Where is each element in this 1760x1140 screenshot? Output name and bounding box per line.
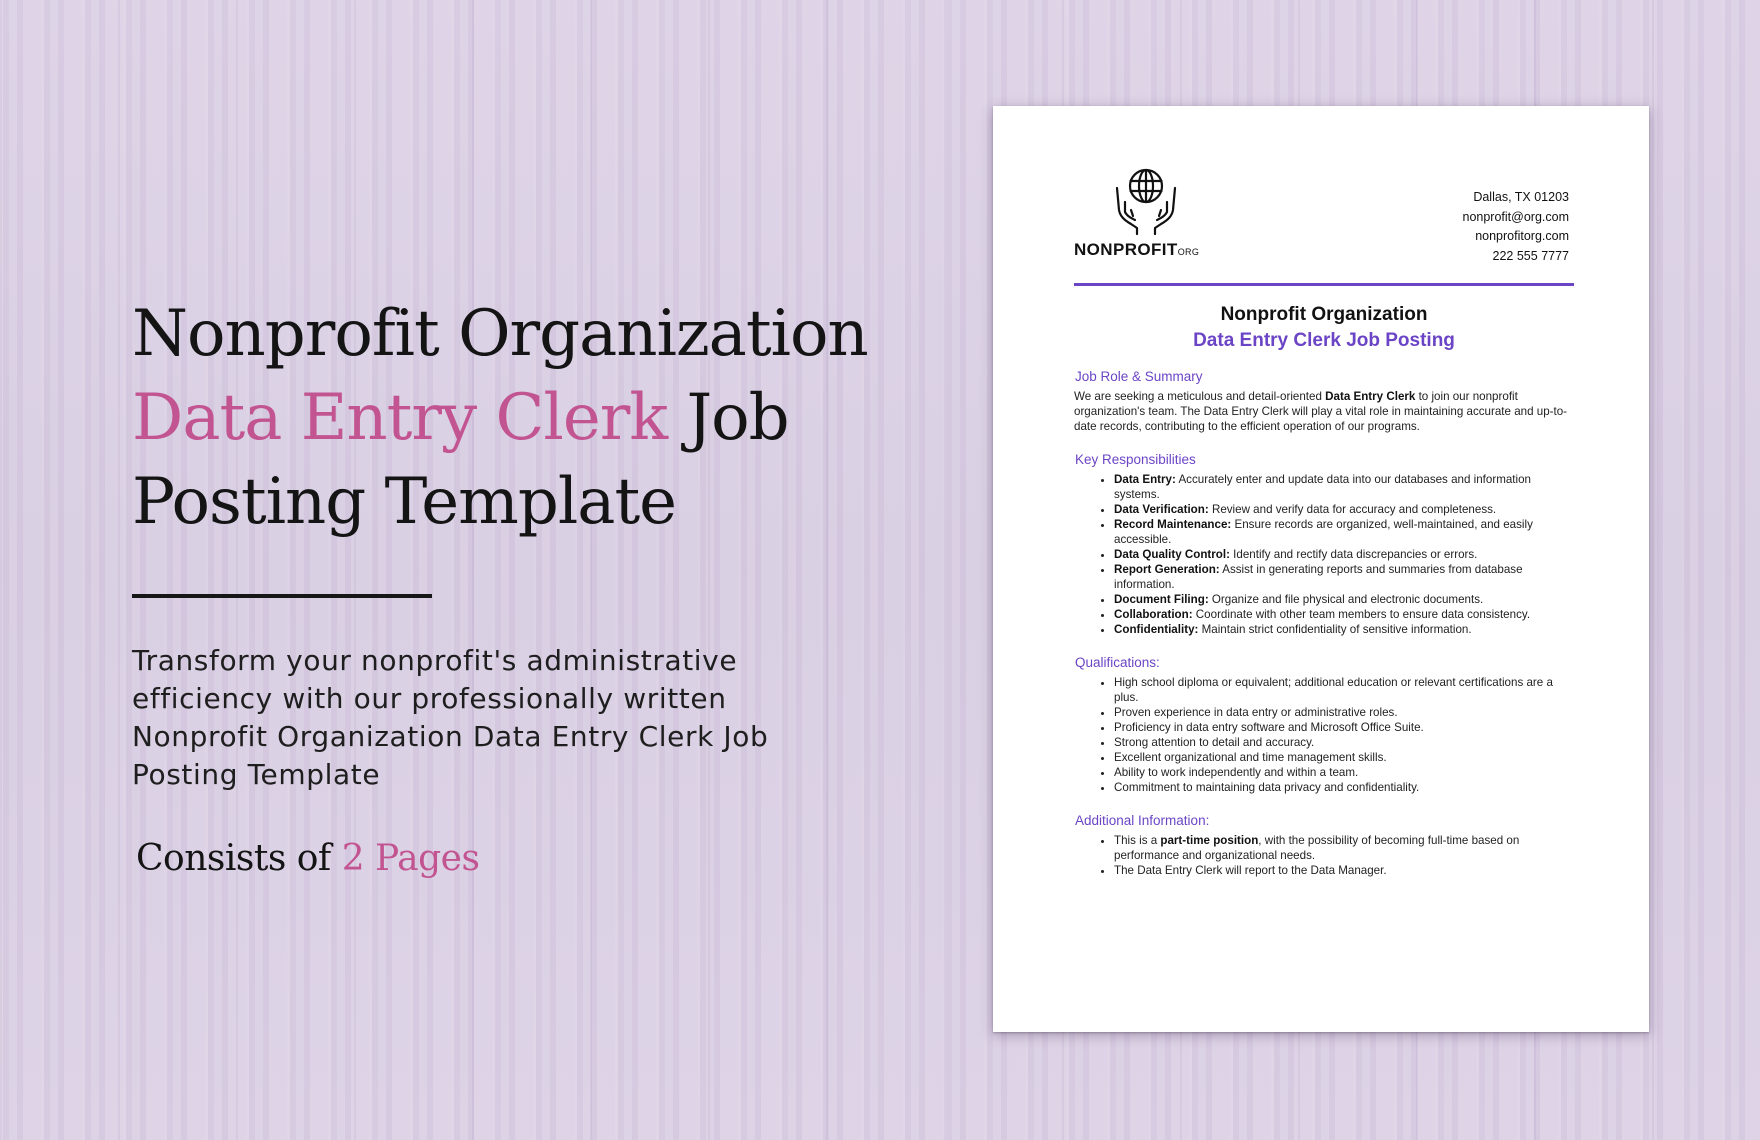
item-text: Accurately enter and update data into our databases and information systems. <box>1114 473 1531 501</box>
headline-accent: Data Entry Clerk <box>132 381 668 455</box>
item-term: Record Maintenance: <box>1114 518 1232 531</box>
summary-text-pre: We are seeking a meticulous and detail-oriented <box>1074 390 1326 403</box>
item-term: part-time position <box>1160 834 1259 847</box>
item-text: Maintain strict confidentiality of sensitive information. <box>1198 623 1472 636</box>
headline-divider <box>132 594 432 598</box>
responsibilities-list <box>1074 472 1569 637</box>
section-heading-additional: Additional Information: <box>1075 813 1210 828</box>
promo-panel <box>132 292 892 879</box>
item-term: Report Generation: <box>1114 563 1220 576</box>
contact-website: nonprofitorg.com <box>1475 229 1569 243</box>
document-title: Nonprofit Organization <box>1220 304 1428 325</box>
item-text: Ensure records are organized, well-maintained, and easily accessible. <box>1114 518 1533 546</box>
list-item <box>1114 547 1569 562</box>
additional-list <box>1074 833 1569 878</box>
list-item <box>1114 472 1569 502</box>
qualifications-list <box>1074 675 1569 795</box>
list-item <box>1114 833 1569 863</box>
org-logo <box>1074 166 1234 260</box>
list-item: • Proficiency in data entry software and Microsoft Office Suite. <box>1114 720 1569 735</box>
logo-wordmark <box>1074 240 1234 260</box>
contact-address: Dallas, TX 01203 <box>1473 190 1569 204</box>
logo-suffix: ORG <box>1177 247 1200 257</box>
item-text: Organize and file physical and electronic documents. <box>1208 593 1484 606</box>
list-item: • Proven experience in data entry or administrative roles. <box>1114 705 1569 720</box>
summary-role: Data Entry Clerk <box>1325 390 1416 403</box>
list-item: • Ability to work independently and within a team. <box>1114 765 1569 780</box>
contact-email: nonprofit@org.com <box>1462 209 1569 224</box>
page-count <box>136 838 892 879</box>
item-text: Coordinate with other team members to ensure data consistency. <box>1192 608 1531 621</box>
item-term: Document Filing: <box>1114 593 1209 606</box>
list-item <box>1114 562 1569 592</box>
item-term: Data Verification: <box>1114 503 1209 516</box>
page-count-value: 2 Pages <box>341 838 480 879</box>
item-term: Confidentiality: <box>1114 623 1199 636</box>
list-item: • High school diploma or equivalent; additional education or relevant certifications are a plus. <box>1114 675 1569 705</box>
section-heading-responsibilities: Key Responsibilities <box>1075 452 1196 467</box>
globe-in-hands-icon <box>1111 166 1181 236</box>
headline <box>132 292 892 544</box>
headline-job: Job <box>667 381 789 455</box>
document-preview <box>993 106 1649 1032</box>
list-item <box>1114 592 1569 607</box>
item-text: Identify and rectify data discrepancies or errors. <box>1229 548 1478 561</box>
list-item: • Strong attention to detail and accuracy. <box>1114 735 1569 750</box>
contact-block <box>1463 188 1570 266</box>
contact-phone: 222 555 7777 <box>1492 248 1569 263</box>
list-item <box>1114 622 1569 637</box>
logo-main: NONPROFIT <box>1074 240 1178 259</box>
item-term: Data Quality Control: <box>1114 548 1230 561</box>
item-text: Review and verify data for accuracy and completeness. <box>1208 503 1497 516</box>
summary-text-post: to join our nonprofit organization's team. The Data Entry Clerk will play a vital role in maintaining accurate and up-to-date records, contributing to the efficient operation of our programs. <box>1074 390 1568 433</box>
list-item: • Excellent organizational and time management skills. <box>1114 750 1569 765</box>
document-subtitle: Data Entry Clerk Job Posting <box>1193 330 1455 351</box>
page-count-prefix: Consists of <box>136 838 342 879</box>
item-term: Collaboration: <box>1114 608 1193 621</box>
list-item: • The Data Entry Clerk will report to the Data Manager. <box>1114 863 1569 878</box>
section-heading-qualifications: Qualifications: <box>1075 655 1160 670</box>
promo-description: Transform your nonprofit's administrative efficiency with our professionally written Nonprofit Organization Data Entry Clerk Job Posting Template <box>132 644 769 791</box>
item-text: This is a <box>1114 834 1161 847</box>
list-item <box>1114 517 1569 547</box>
item-text: Assist in generating reports and summaries from database information. <box>1114 563 1523 591</box>
item-text: , with the possibility of becoming full-time based on performance and organizational needs. <box>1114 834 1520 862</box>
headline-line-1: Nonprofit Organization <box>132 297 868 371</box>
header-divider <box>1074 283 1574 286</box>
document-body <box>1074 369 1569 896</box>
headline-line-3: Posting Template <box>132 465 677 539</box>
list-item <box>1114 502 1569 517</box>
list-item: • Commitment to maintaining data privacy and confidentiality. <box>1114 780 1569 795</box>
item-term: Data Entry: <box>1114 473 1176 486</box>
list-item <box>1114 607 1569 622</box>
summary-paragraph <box>1074 389 1569 434</box>
section-heading-summary: Job Role & Summary <box>1075 369 1203 384</box>
